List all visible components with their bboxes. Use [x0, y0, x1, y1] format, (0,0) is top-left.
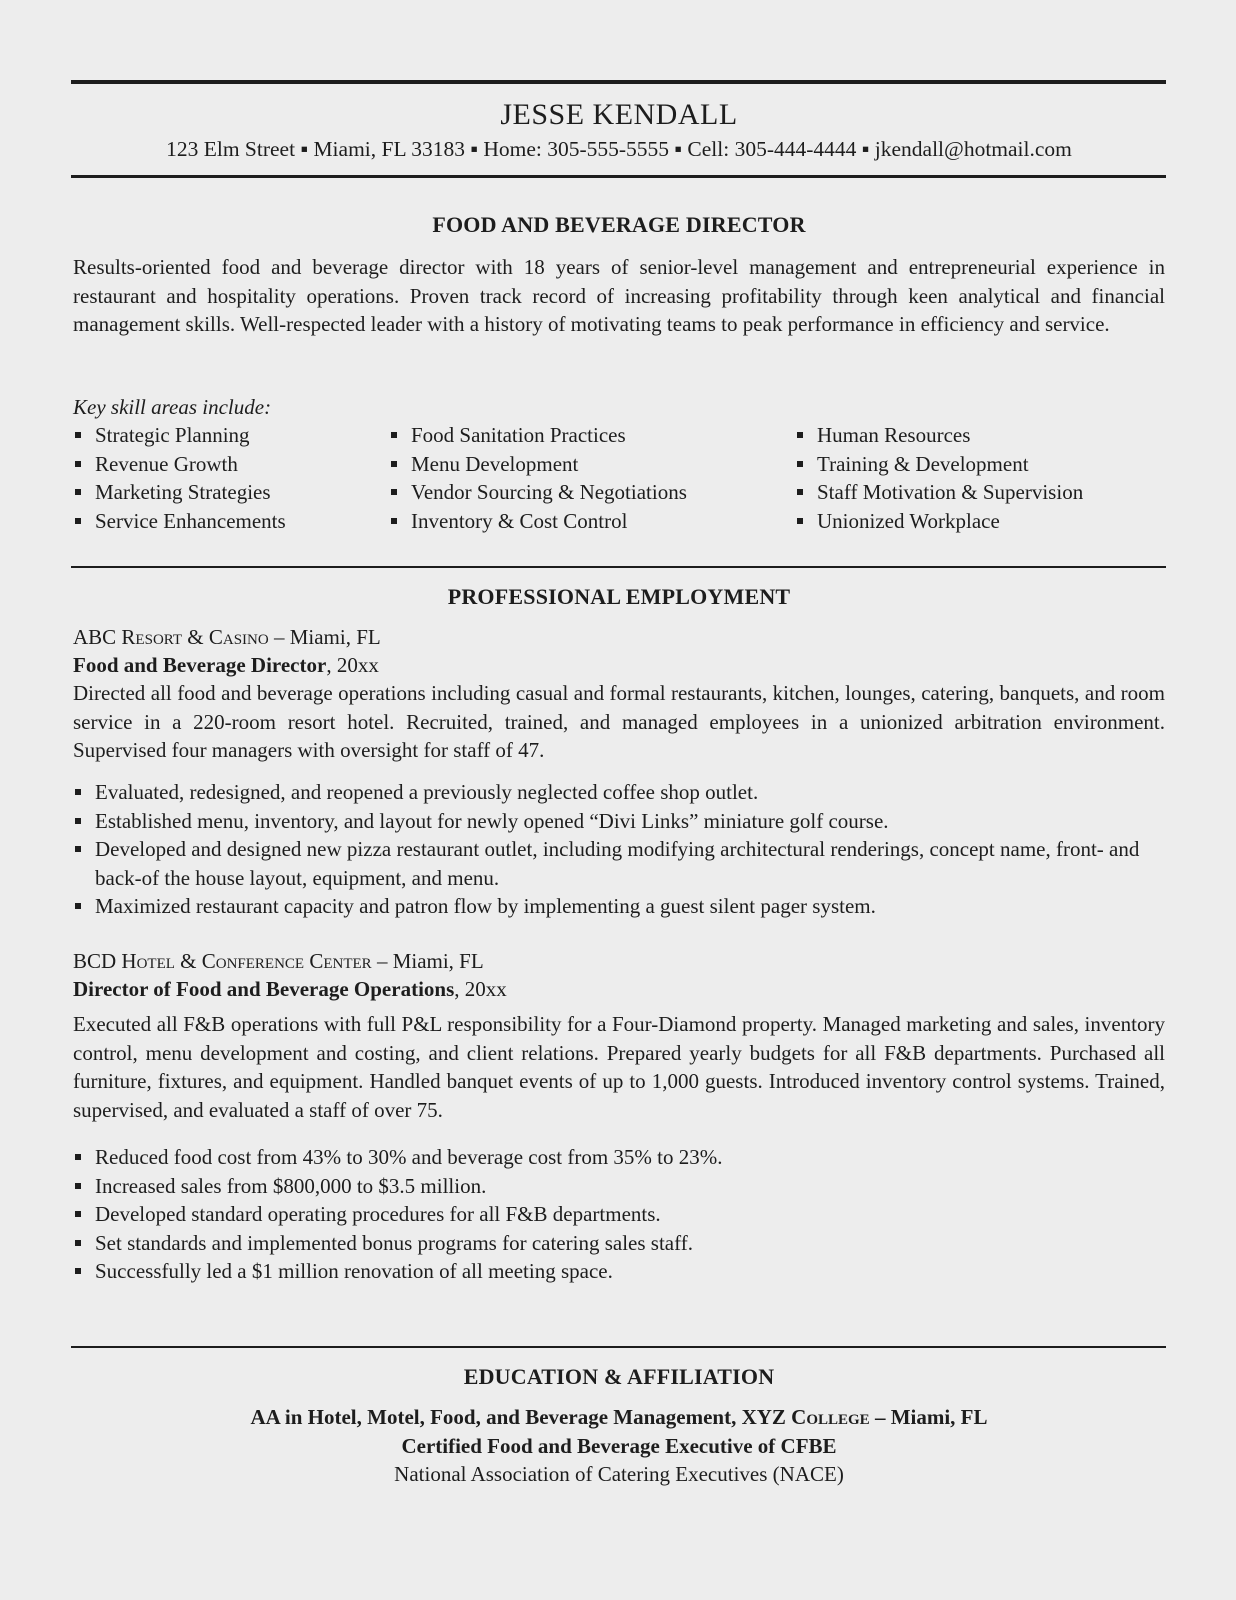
education-rule: [71, 1346, 1166, 1348]
job-1-dates: , 20xx: [326, 653, 379, 677]
job-2-title-line: [73, 975, 1165, 1003]
job-2-description: Executed all F&B operations with full P&L responsibility for a Four-Diamond property. Managed marketing and sales, inventory control, menu development and costing, and client relations. Prepared yearly budgets for all F&B departments. Purchased all furniture, fixtures, and equipment. Handled banquet events of up to 1,000 guests. Introduced inventory control systems. Trained, supervised, and evaluated a staff of over 75.: [73, 1012, 1165, 1122]
skill-item: Vendor Sourcing & Negotiations: [389, 478, 769, 507]
job-2-bullet: Developed standard operating procedures for all F&B departments.: [73, 1200, 1165, 1229]
skill-item: Service Enhancements: [73, 507, 373, 536]
job-1-bullet: Developed and designed new pizza restaurant outlet, including modifying architectural renderings, concept name, front- and back-of the house layout, equipment, and menu.: [73, 835, 1165, 892]
job-2-bullets: [73, 1143, 1165, 1286]
skill-item: Revenue Growth: [73, 450, 373, 479]
education-title: EDUCATION & AFFILIATION: [463, 1364, 775, 1389]
skill-item: Food Sanitation Practices: [389, 421, 769, 450]
job-2-bullet: Increased sales from $800,000 to $3.5 million.: [73, 1172, 1165, 1201]
skill-item: Human Resources: [795, 421, 1165, 450]
job-1-bullet: Maximized restaurant capacity and patron flow by implementing a guest silent pager system.: [73, 892, 1165, 921]
job-2-bullet: Successfully led a $1 million renovation of all meeting space.: [73, 1257, 1165, 1286]
education-school: XYZ College: [741, 1405, 870, 1429]
job-1-company-line: [73, 623, 1165, 651]
education-school-location: – Miami, FL: [869, 1405, 988, 1429]
job-1-role: Food and Beverage Director: [73, 653, 327, 677]
job-2-company-line: [73, 947, 1165, 975]
education-degree-line: [73, 1403, 1165, 1432]
job-1-title-line: [73, 651, 1165, 679]
job-2-dates: , 20xx: [454, 977, 507, 1001]
skill-item: Training & Development: [795, 450, 1165, 479]
resume-page: [71, 0, 1166, 1600]
job-2-bullet: Reduced food cost from 43% to 30% and beverage cost from 35% to 23%.: [73, 1143, 1165, 1172]
education-certification: Certified Food and Beverage Executive of CFBE: [401, 1434, 837, 1458]
job-1-bullet: Established menu, inventory, and layout for newly opened “Divi Links” miniature golf course.: [73, 807, 1165, 836]
skills-column-1: [73, 421, 373, 535]
top-rule: [71, 80, 1166, 84]
job-1-bullets: [73, 778, 1165, 921]
candidate-name: JESSE KENDALL: [500, 98, 738, 131]
job-1-description: Directed all food and beverage operations including casual and formal restaurants, kitchen, lounges, catering, banquets, and room service in a 220-room resort hotel. Recruited, trained, and managed employees in a unionized arbitration environment. Supervised four managers with oversight for staff of 47.: [73, 681, 1165, 763]
skill-item: Menu Development: [389, 450, 769, 479]
job-2-role: Director of Food and Beverage Operations: [73, 977, 455, 1001]
skill-item: Unionized Workplace: [795, 507, 1165, 536]
education-degree: AA in Hotel, Motel, Food, and Beverage Management,: [250, 1405, 742, 1429]
skill-item: Inventory & Cost Control: [389, 507, 769, 536]
job-1-company: ABC Resort & Casino: [73, 625, 269, 649]
skills-intro: Key skill areas include:: [73, 395, 272, 419]
job-2-bullet: Set standards and implemented bonus programs for catering sales staff.: [73, 1229, 1165, 1258]
job-2-location: – Miami, FL: [371, 949, 484, 973]
job-1-bullet: Evaluated, redesigned, and reopened a previously neglected coffee shop outlet.: [73, 778, 1165, 807]
contact-line: 123 Elm Street ▪ Miami, FL 33183 ▪ Home: 305-555-5555 ▪ Cell: 305-444-4444 ▪ jkendall@hotmail.com: [166, 137, 1072, 161]
skills-column-3: [795, 421, 1165, 535]
employment-title: PROFESSIONAL EMPLOYMENT: [447, 584, 791, 609]
skill-item: Marketing Strategies: [73, 478, 373, 507]
header-bottom-rule: [71, 175, 1166, 178]
skill-item: Staff Motivation & Supervision: [795, 478, 1165, 507]
skills-column-2: [389, 421, 769, 535]
education-affiliation: National Association of Catering Executives (NACE): [394, 1462, 844, 1486]
summary-text: Results-oriented food and beverage director with 18 years of senior-level management and entrepreneurial experience in restaurant and hospitality operations. Proven track record of increasing profitability through keen analytical and financial management skills. Well-respected leader with a history of motivating teams to peak performance in efficiency and service.: [73, 255, 1165, 337]
employment-rule: [71, 566, 1166, 568]
summary-title: FOOD AND BEVERAGE DIRECTOR: [432, 212, 806, 237]
job-1-location: – Miami, FL: [268, 625, 381, 649]
job-2-company: BCD Hotel & Conference Center: [73, 949, 372, 973]
skill-item: Strategic Planning: [73, 421, 373, 450]
